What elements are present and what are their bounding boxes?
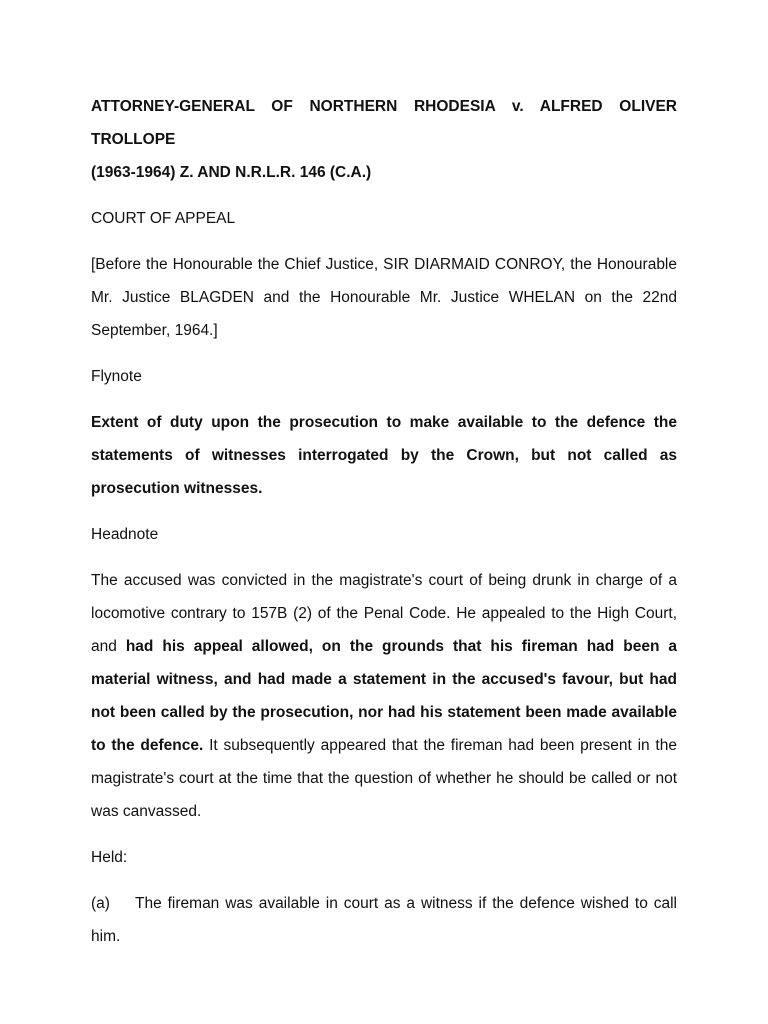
headnote-part-3: It subsequently appeared that the fireman had been present in the magistrate's court at the time that the question of whether he should be called or not was canvassed. [91, 737, 677, 820]
held-item-label: (a) [91, 895, 110, 912]
bench-statement: [Before the Honourable the Chief Justice, SIR DIARMAID CONROY, the Honourable Mr. Justice BLAGDEN and the Honourable Mr. Justice WHELAN on the 22nd September, 1964.] [91, 256, 677, 339]
held-item [91, 887, 677, 953]
headnote-paragraph [91, 564, 677, 828]
case-title [91, 90, 677, 189]
flynote-text: Extent of duty upon the prosecution to make available to the defence the statements of witnesses interrogated by the Crown, but not called as prosecution witnesses. [91, 414, 677, 497]
held-heading: Held: [91, 849, 128, 866]
flynote-heading: Flynote [91, 368, 142, 385]
case-title-line-1: ATTORNEY-GENERAL OF NORTHERN RHODESIA v. ALFRED OLIVER TROLLOPE [91, 98, 677, 148]
headnote-heading: Headnote [91, 526, 159, 543]
case-citation: (1963-1964) Z. AND N.R.L.R. 146 (C.A.) [91, 164, 372, 181]
headnote-part-2-bold: had his appeal allowed, on the grounds that his fireman had been a material witness, and had made a statement in the accused's favour, but had not been called by the prosecution, nor had his statement been made available to the defence. [91, 638, 678, 754]
court-name: COURT OF APPEAL [91, 210, 236, 227]
headnote-part-1: The accused was convicted in the magistrate's court of being drunk in charge of a locomotive contrary to 157B (2) of the Penal Code. He appealed to the High Court, and [91, 572, 677, 655]
document-page [91, 90, 677, 966]
held-item-text: The fireman was available in court as a witness if the defence wished to call him. [91, 895, 677, 945]
